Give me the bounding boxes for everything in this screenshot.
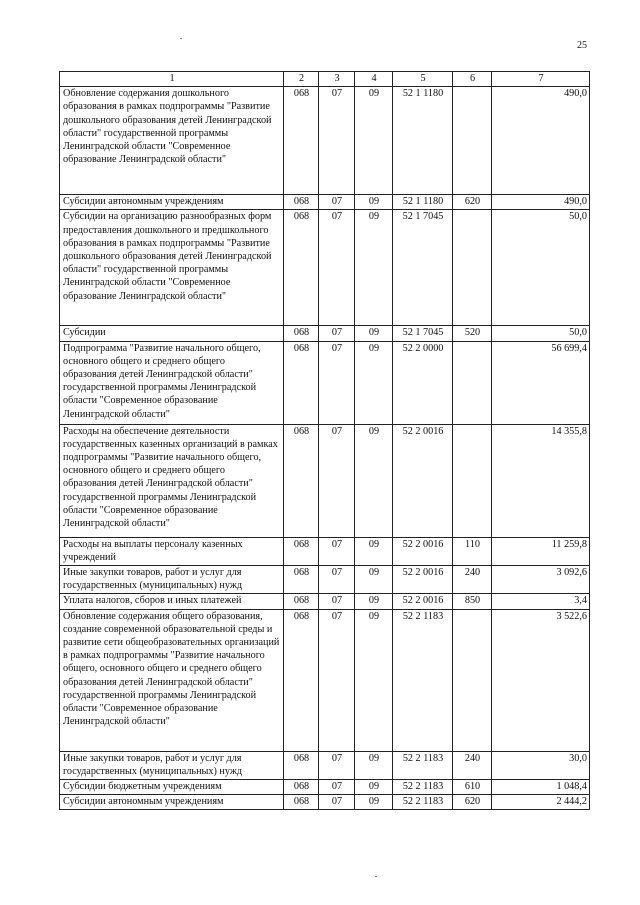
row-amount: 3 092,6 bbox=[492, 566, 590, 594]
column-header: 3 bbox=[319, 72, 355, 87]
row-csr-code: 52 2 0016 bbox=[393, 566, 453, 594]
row-amount: 490,0 bbox=[492, 87, 590, 195]
row-vr-code bbox=[453, 210, 492, 326]
row-rz-code: 07 bbox=[319, 751, 355, 779]
row-vr-code bbox=[453, 424, 492, 537]
column-header: 5 bbox=[393, 72, 453, 87]
row-gr-code: 068 bbox=[284, 537, 319, 565]
row-gr-code: 068 bbox=[284, 210, 319, 326]
row-vr-code: 610 bbox=[453, 780, 492, 795]
page-number: 25 bbox=[577, 40, 587, 51]
row-amount: 50,0 bbox=[492, 326, 590, 341]
row-pr-code: 09 bbox=[355, 609, 393, 751]
row-vr-code bbox=[453, 609, 492, 751]
row-vr-code: 110 bbox=[453, 537, 492, 565]
row-gr-code: 068 bbox=[284, 566, 319, 594]
table-row bbox=[60, 87, 590, 195]
row-amount: 3,4 bbox=[492, 594, 590, 609]
budget-table bbox=[59, 71, 590, 810]
row-csr-code: 52 1 1180 bbox=[393, 87, 453, 195]
table-row bbox=[60, 566, 590, 594]
row-csr-code: 52 2 0000 bbox=[393, 341, 453, 424]
column-number-header-row bbox=[60, 72, 590, 87]
column-header: 4 bbox=[355, 72, 393, 87]
row-vr-code: 240 bbox=[453, 566, 492, 594]
row-rz-code: 07 bbox=[319, 87, 355, 195]
row-rz-code: 07 bbox=[319, 780, 355, 795]
row-pr-code: 09 bbox=[355, 326, 393, 341]
row-gr-code: 068 bbox=[284, 609, 319, 751]
row-description: Обновление содержания общего образования, создание современной образовательной среды и развитие сети общеобразовательных организаций в рамках подпрограммы "Развитие начального общего, основного общего и среднего общего образования детей Ленинградской области" государственной программы Ленинградской области "Современное образование Ленинградской области" bbox=[60, 609, 284, 751]
row-csr-code: 52 1 1180 bbox=[393, 195, 453, 210]
row-amount: 30,0 bbox=[492, 751, 590, 779]
row-gr-code: 068 bbox=[284, 87, 319, 195]
row-description: Иные закупки товаров, работ и услуг для государственных (муниципальных) нужд bbox=[60, 751, 284, 779]
row-rz-code: 07 bbox=[319, 326, 355, 341]
row-gr-code: 068 bbox=[284, 795, 319, 810]
table-row bbox=[60, 594, 590, 609]
table-row bbox=[60, 424, 590, 537]
row-vr-code: 240 bbox=[453, 751, 492, 779]
row-gr-code: 068 bbox=[284, 326, 319, 341]
row-description: Субсидии на организацию разнообразных форм предоставления дошкольного и предшкольного образования в рамках подпрограммы "Развитие дошкольного образования детей Ленинградской области" государственной программы Ленинградской области "Современное образование Ленинградской области" bbox=[60, 210, 284, 326]
row-pr-code: 09 bbox=[355, 795, 393, 810]
row-vr-code: 850 bbox=[453, 594, 492, 609]
row-csr-code: 52 2 1183 bbox=[393, 780, 453, 795]
column-header: 2 bbox=[284, 72, 319, 87]
table-row bbox=[60, 609, 590, 751]
row-vr-code: 620 bbox=[453, 795, 492, 810]
table-row bbox=[60, 210, 590, 326]
row-pr-code: 09 bbox=[355, 341, 393, 424]
row-amount: 3 522,6 bbox=[492, 609, 590, 751]
row-amount: 11 259,8 bbox=[492, 537, 590, 565]
table-row bbox=[60, 341, 590, 424]
row-pr-code: 09 bbox=[355, 537, 393, 565]
row-gr-code: 068 bbox=[284, 751, 319, 779]
row-description: Иные закупки товаров, работ и услуг для государственных (муниципальных) нужд bbox=[60, 566, 284, 594]
row-pr-code: 09 bbox=[355, 424, 393, 537]
row-vr-code bbox=[453, 341, 492, 424]
row-amount: 2 444,2 bbox=[492, 795, 590, 810]
row-rz-code: 07 bbox=[319, 341, 355, 424]
row-gr-code: 068 bbox=[284, 594, 319, 609]
row-description: Расходы на выплаты персоналу казенных учреждений bbox=[60, 537, 284, 565]
row-amount: 490,0 bbox=[492, 195, 590, 210]
row-vr-code bbox=[453, 87, 492, 195]
row-pr-code: 09 bbox=[355, 566, 393, 594]
row-csr-code: 52 1 7045 bbox=[393, 326, 453, 341]
row-description: Подпрограмма "Развитие начального общего, основного общего и среднего общего образования детей Ленинградской области" государственной программы Ленинградской области "Современное образование Ленинградской области" bbox=[60, 341, 284, 424]
row-description: Субсидии автономным учреждениям bbox=[60, 795, 284, 810]
row-amount: 1 048,4 bbox=[492, 780, 590, 795]
row-rz-code: 07 bbox=[319, 210, 355, 326]
row-rz-code: 07 bbox=[319, 537, 355, 565]
row-gr-code: 068 bbox=[284, 195, 319, 210]
scan-speck bbox=[180, 38, 182, 39]
row-description: Субсидии бюджетным учреждениям bbox=[60, 780, 284, 795]
table-row bbox=[60, 195, 590, 210]
row-vr-code: 520 bbox=[453, 326, 492, 341]
row-gr-code: 068 bbox=[284, 424, 319, 537]
row-pr-code: 09 bbox=[355, 780, 393, 795]
table-row bbox=[60, 795, 590, 810]
row-csr-code: 52 2 1183 bbox=[393, 751, 453, 779]
row-vr-code: 620 bbox=[453, 195, 492, 210]
row-description: Субсидии bbox=[60, 326, 284, 341]
row-rz-code: 07 bbox=[319, 424, 355, 537]
row-csr-code: 52 2 1183 bbox=[393, 609, 453, 751]
row-amount: 50,0 bbox=[492, 210, 590, 326]
table-row bbox=[60, 537, 590, 565]
row-description: Расходы на обеспечение деятельности государственных казенных организаций в рамках подпрограммы "Развитие начального общего, основного общего и среднего общего образования детей Ленинградской области" государственной программы Ленинградской области "Современное образование Ленинградской области" bbox=[60, 424, 284, 537]
scan-speck bbox=[375, 876, 377, 877]
row-description: Обновление содержания дошкольного образования в рамках подпрограммы "Развитие дошкольного образования детей Ленинградской области" государственной программы Ленинградской области "Современное образование Ленинградской области" bbox=[60, 87, 284, 195]
row-description: Уплата налогов, сборов и иных платежей bbox=[60, 594, 284, 609]
row-rz-code: 07 bbox=[319, 594, 355, 609]
row-amount: 14 355,8 bbox=[492, 424, 590, 537]
row-pr-code: 09 bbox=[355, 594, 393, 609]
row-csr-code: 52 2 0016 bbox=[393, 424, 453, 537]
row-pr-code: 09 bbox=[355, 751, 393, 779]
column-header: 7 bbox=[492, 72, 590, 87]
row-description: Субсидии автономным учреждениям bbox=[60, 195, 284, 210]
table-row bbox=[60, 751, 590, 779]
table-row bbox=[60, 326, 590, 341]
row-rz-code: 07 bbox=[319, 566, 355, 594]
row-rz-code: 07 bbox=[319, 195, 355, 210]
row-rz-code: 07 bbox=[319, 795, 355, 810]
row-gr-code: 068 bbox=[284, 780, 319, 795]
column-header: 6 bbox=[453, 72, 492, 87]
row-pr-code: 09 bbox=[355, 87, 393, 195]
row-pr-code: 09 bbox=[355, 195, 393, 210]
table-row bbox=[60, 780, 590, 795]
row-pr-code: 09 bbox=[355, 210, 393, 326]
column-header: 1 bbox=[60, 72, 284, 87]
row-amount: 56 699,4 bbox=[492, 341, 590, 424]
row-csr-code: 52 2 1183 bbox=[393, 795, 453, 810]
row-csr-code: 52 1 7045 bbox=[393, 210, 453, 326]
row-rz-code: 07 bbox=[319, 609, 355, 751]
row-gr-code: 068 bbox=[284, 341, 319, 424]
row-csr-code: 52 2 0016 bbox=[393, 594, 453, 609]
row-csr-code: 52 2 0016 bbox=[393, 537, 453, 565]
